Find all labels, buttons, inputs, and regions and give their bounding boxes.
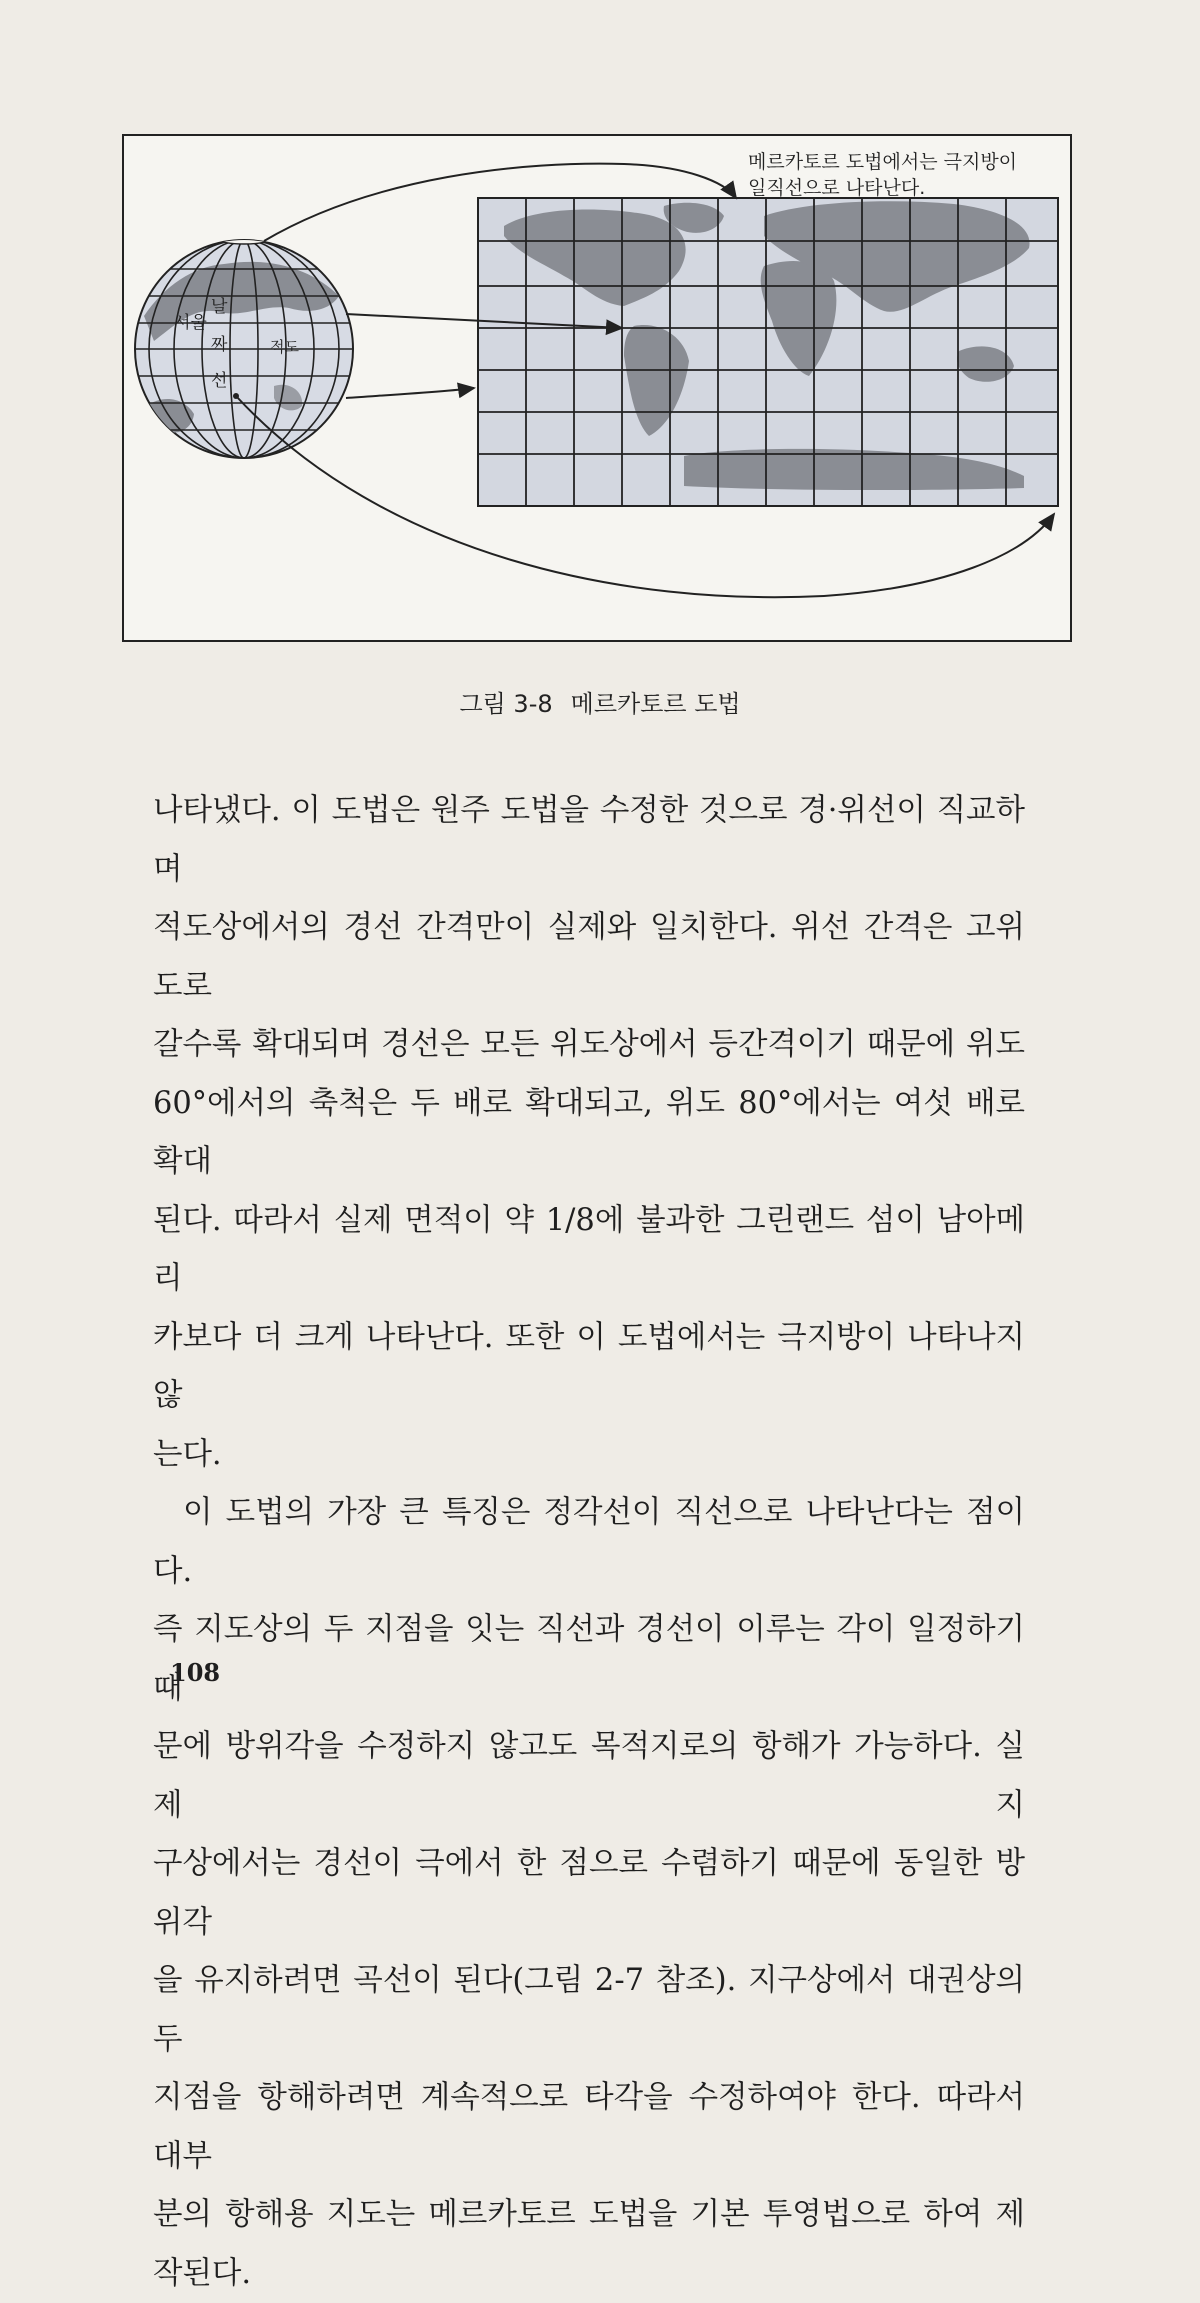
paragraph-1-line: 된다. 따라서 실제 면적이 약 1/8에 불과한 그린랜드 섬이 남아메리 bbox=[153, 1202, 1025, 1296]
annotation-line-2: 일직선으로 나타난다. bbox=[748, 177, 926, 199]
figure-caption bbox=[0, 684, 1200, 719]
paragraph-1-line: 60°에서의 축척은 두 배로 확대되고, 위도 80°에서는 여섯 배로 확대 bbox=[153, 1085, 1025, 1179]
paragraph-2-line: 이 도법의 가장 큰 특징은 정각선이 직선으로 나타난다는 점이다. bbox=[153, 1495, 1025, 1589]
paragraph-2-line: 을 유지하려면 곡선이 된다(그림 2-7 참조). 지구상에서 대권상의 두 bbox=[153, 1963, 1025, 2057]
paragraph-1-line: 카보다 더 크게 나타난다. 또한 이 도법에서는 극지방이 나타나지 않 bbox=[153, 1319, 1025, 1413]
paragraph-2-line: 구상에서는 경선이 극에서 한 점으로 수렴하기 때문에 동일한 방위각 bbox=[153, 1846, 1025, 1940]
caption-number: 그림 3-8 bbox=[459, 690, 553, 718]
globe-label-date-3: 선 bbox=[211, 371, 228, 391]
paragraph-2-line: 문에 방위각을 수정하지 않고도 목적지로의 항해가 가능하다. 실제 지 bbox=[153, 1729, 1025, 1823]
paragraph-2-line: 분의 항해용 지도는 메르카토르 도법을 기본 투영법으로 하여 제작된다. bbox=[153, 2197, 1025, 2291]
annotation-line-1: 메르카토르 도법에서는 극지방이 bbox=[748, 151, 1018, 173]
globe-label-date-2: 짜 bbox=[211, 335, 228, 355]
arrow-equator bbox=[346, 388, 474, 398]
paragraph-1-line: 갈수록 확대되며 경선은 모든 위도상에서 등간격이기 때문에 위도 bbox=[153, 1027, 1025, 1062]
caption-title: 메르카토르 도법 bbox=[570, 690, 741, 718]
globe-label-seoul: 서울 bbox=[174, 313, 207, 333]
paragraph-1-line: 나타냈다. 이 도법은 원주 도법을 수정한 것으로 경·위선이 직교하며 bbox=[153, 793, 1025, 887]
paragraph-1-line: 적도상에서의 경선 간격만이 실제와 일치한다. 위선 간격은 고위도로 bbox=[153, 910, 1025, 1004]
page-number: 108 bbox=[170, 1658, 221, 1687]
globe-label-date-1: 날 bbox=[211, 297, 228, 317]
paragraph-1-line: 는다. bbox=[153, 1436, 222, 1472]
figure-illustration bbox=[124, 136, 1074, 644]
globe bbox=[124, 236, 364, 458]
paragraph-2-line: 지점을 항해하려면 계속적으로 타각을 수정하여야 한다. 따라서 대부 bbox=[153, 2080, 1025, 2174]
globe-label-equator: 적도 bbox=[270, 338, 299, 356]
body-text bbox=[153, 782, 1025, 2303]
figure-mercator bbox=[122, 134, 1072, 642]
mercator-map bbox=[478, 198, 1058, 506]
paragraph-2-line: 즉 지도상의 두 지점을 잇는 직선과 경선이 이루는 각이 일정하기 때 bbox=[153, 1612, 1025, 1706]
